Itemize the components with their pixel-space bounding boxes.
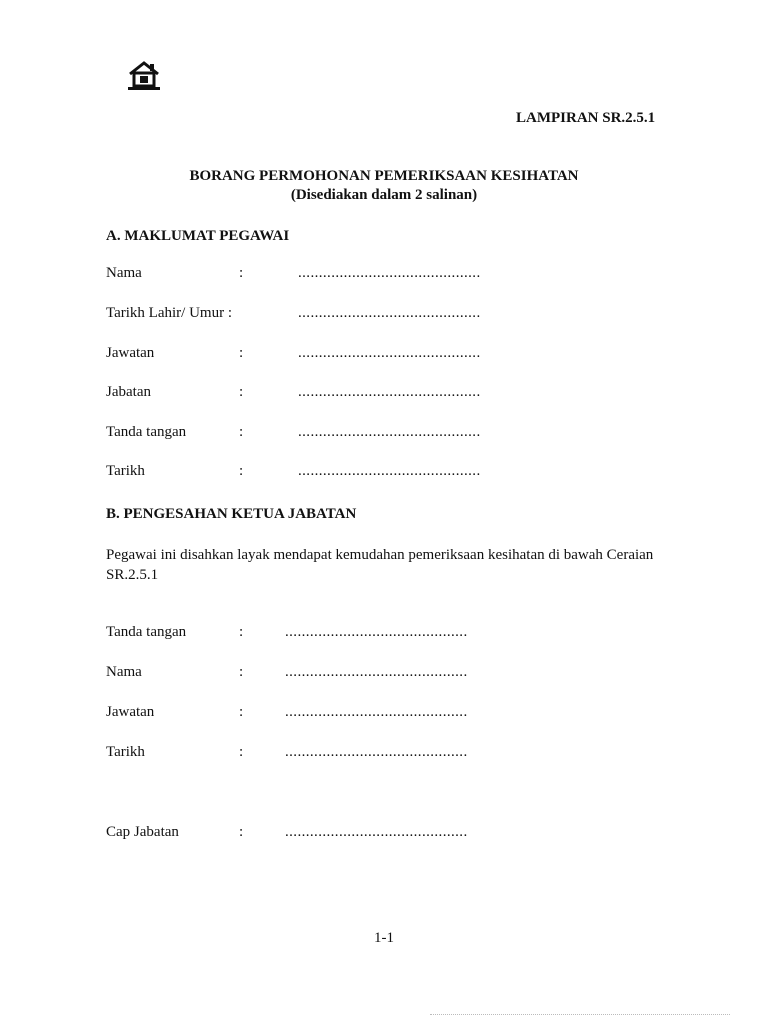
field-row-tarikh xyxy=(0,463,768,483)
field-row-jabatan xyxy=(0,384,768,404)
field-row-tanda-tangan xyxy=(0,624,768,644)
field-label: Cap Jabatan xyxy=(106,824,179,840)
field-label: Tarikh xyxy=(106,463,145,479)
blank-line[interactable]: ............................................ xyxy=(285,744,468,760)
field-label: Nama xyxy=(106,265,142,281)
field-row-tarikh-lahir xyxy=(0,305,768,325)
field-label: Tarikh Lahir/ Umur : xyxy=(106,305,232,321)
field-colon: : xyxy=(239,384,244,400)
field-colon: : xyxy=(239,424,244,440)
field-row-nama xyxy=(0,664,768,684)
field-colon: : xyxy=(239,824,244,840)
field-colon: : xyxy=(239,624,244,640)
section-a-heading: A. MAKLUMAT PEGAWAI xyxy=(106,228,290,244)
field-colon: : xyxy=(239,704,244,720)
field-row-tarikh xyxy=(0,744,768,764)
scan-artifact-divider xyxy=(430,1014,730,1016)
field-colon: : xyxy=(239,744,244,760)
field-row-jawatan xyxy=(0,704,768,724)
blank-line[interactable]: ............................................ xyxy=(298,345,481,361)
page-number: 1-1 xyxy=(374,930,394,946)
blank-line[interactable]: ............................................ xyxy=(285,624,468,640)
form-subtitle: (Disediakan dalam 2 salinan) xyxy=(290,187,478,203)
blank-line[interactable]: ............................................ xyxy=(298,384,481,400)
blank-line[interactable]: ............................................ xyxy=(298,265,481,281)
field-row-tanda-tangan xyxy=(0,424,768,444)
field-colon: : xyxy=(239,265,244,281)
field-row-nama xyxy=(0,265,768,285)
section-b-heading: B. PENGESAHAN KETUA JABATAN xyxy=(106,506,357,522)
certification-statement: Pegawai ini disahkan layak mendapat kemudahan pemeriksaan kesihatan di bawah Ceraian SR.2.5.1 xyxy=(106,547,654,583)
field-label: Nama xyxy=(106,664,142,680)
field-colon: : xyxy=(239,664,244,680)
blank-line[interactable]: ............................................ xyxy=(298,305,481,321)
house-logo-icon xyxy=(126,60,162,92)
blank-line[interactable]: ............................................ xyxy=(285,664,468,680)
field-label: Jabatan xyxy=(106,384,151,400)
field-colon: : xyxy=(239,463,244,479)
field-label: Tanda tangan xyxy=(106,624,187,640)
field-label: Jawatan xyxy=(106,704,155,720)
appendix-reference: LAMPIRAN SR.2.5.1 xyxy=(516,110,656,126)
field-label: Jawatan xyxy=(106,345,155,361)
field-colon: : xyxy=(239,345,244,361)
field-row-jawatan xyxy=(0,345,768,365)
blank-line[interactable]: ............................................ xyxy=(298,463,481,479)
field-row-cap-jabatan xyxy=(0,824,768,844)
field-label: Tarikh xyxy=(106,744,145,760)
blank-line[interactable]: ............................................ xyxy=(285,704,468,720)
field-label: Tanda tangan xyxy=(106,424,187,440)
blank-line[interactable]: ............................................ xyxy=(298,424,481,440)
form-title: BORANG PERMOHONAN PEMERIKSAAN KESIHATAN xyxy=(189,168,579,184)
blank-line[interactable]: ............................................ xyxy=(285,824,468,840)
